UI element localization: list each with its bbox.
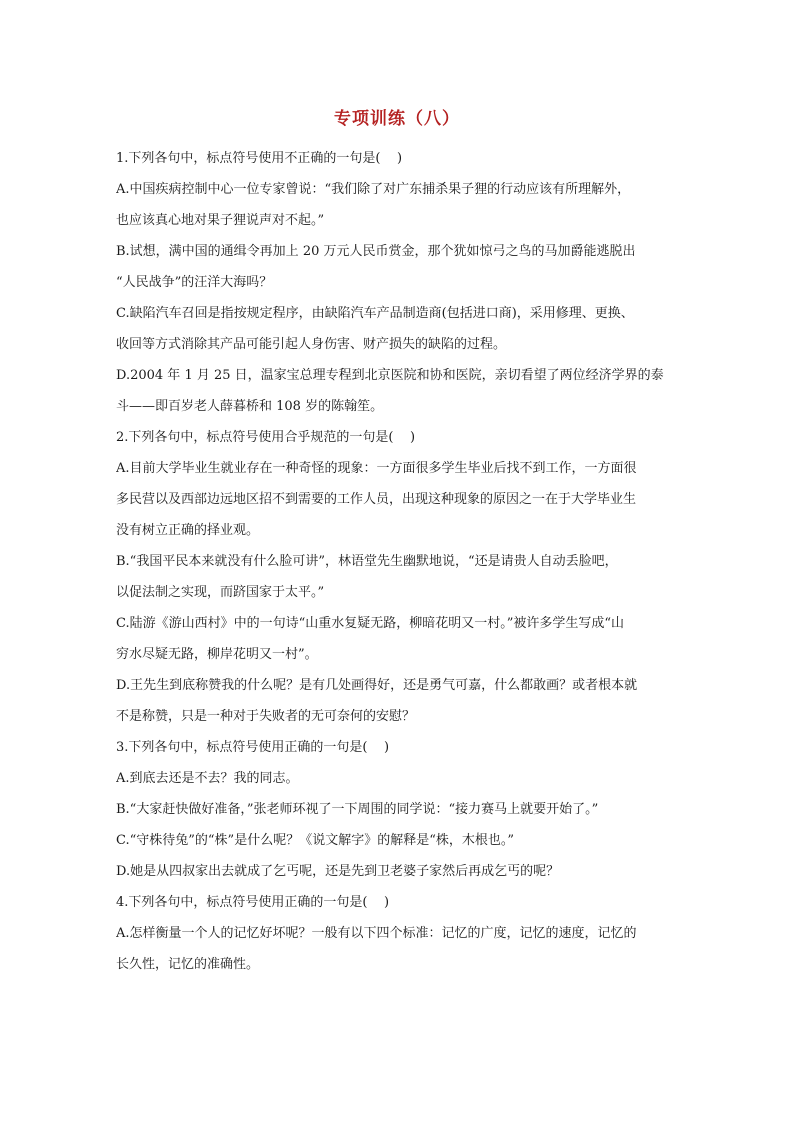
text-line: 3.下列各句中，标点符号使用正确的一句是( ) <box>116 740 390 755</box>
text-line: 多民营以及西部边远地区招不到需要的工作人员，出现这种现象的原因之一在于大学毕业生 <box>116 492 637 507</box>
text-line: 2.下列各句中，标点符号使用合乎规范的一句是( ) <box>116 430 416 445</box>
text-line: B.“大家赶快做好准备，”张老师环视了一下周围的同学说：“接力赛马上就要开始了。” <box>116 802 599 817</box>
text-line: D.2004 年 1 月 25 日，温家宝总理专程到北京医院和协和医院，亲切看望了两位经济学界的泰 <box>116 368 664 383</box>
document-body <box>116 143 688 980</box>
text-line: C.“守株待兔”的“株”是什么呢？《说文解字》的解释是“株，木根也。” <box>116 833 514 848</box>
text-line: 不是称赞，只是一种对于失败者的无可奈何的安慰？ <box>116 709 416 724</box>
text-line: A.到底去还是不去？我的同志。 <box>116 771 299 786</box>
text-line: A.目前大学毕业生就业存在一种奇怪的现象：一方面很多学生毕业后找不到工作，一方面很 <box>116 461 637 476</box>
text-line: 没有树立正确的择业观。 <box>116 523 260 538</box>
text-line: 穷水尽疑无路，柳岸花明又一村”。 <box>116 647 318 662</box>
text-line: D.王先生到底称赞我的什么呢？是有几处画得好，还是勇气可嘉，什么都敢画？或者根本就 <box>116 678 638 693</box>
text-line: D.她是从四叔家出去就成了乞丐呢，还是先到卫老婆子家然后再成乞丐的呢？ <box>116 864 560 879</box>
text-line: C.陆游《游山西村》中的一句诗“山重水复疑无路，柳暗花明又一村。”被许多学生写成“山 <box>116 616 625 631</box>
text-line: C.缺陷汽车召回是指按规定程序，由缺陷汽车产品制造商(包括进口商)，采用修理、更换、 <box>116 306 634 321</box>
text-line: 斗——即百岁老人薛暮桥和 108 岁的陈翰笙。 <box>116 399 384 414</box>
page-title: 专项训练（八） <box>334 109 460 129</box>
text-line: 也应该真心地对果子狸说声对不起。” <box>116 213 325 228</box>
text-line: B.“我国平民本来就没有什么脸可讲”，林语堂先生幽默地说，“还是请贵人自动丢脸吧， <box>116 554 618 569</box>
text-line: “人民战争”的汪洋大海吗？ <box>116 275 273 290</box>
text-line: 1.下列各句中，标点符号使用不正确的一句是( ) <box>116 151 403 166</box>
text-line: 长久性，记忆的准确性。 <box>116 957 260 972</box>
text-line: 收回等方式消除其产品可能引起人身伤害、财产损失的缺陷的过程。 <box>116 337 507 352</box>
text-line: 以促法制之实现，而跻国家于太平。” <box>116 585 325 600</box>
text-line: 4.下列各句中，标点符号使用正确的一句是( ) <box>116 895 390 910</box>
text-line: A.中国疾病控制中心一位专家曾说：“我们除了对广东捕杀果子狸的行动应该有所理解外， <box>116 182 631 197</box>
text-line: B.试想，满中国的通缉令再加上 20 万元人民币赏金，那个犹如惊弓之鸟的马加爵能逃脱出 <box>116 244 636 259</box>
text-line: A.怎样衡量一个人的记忆好坏呢？一般有以下四个标准：记忆的广度，记忆的速度，记忆的 <box>116 926 637 941</box>
